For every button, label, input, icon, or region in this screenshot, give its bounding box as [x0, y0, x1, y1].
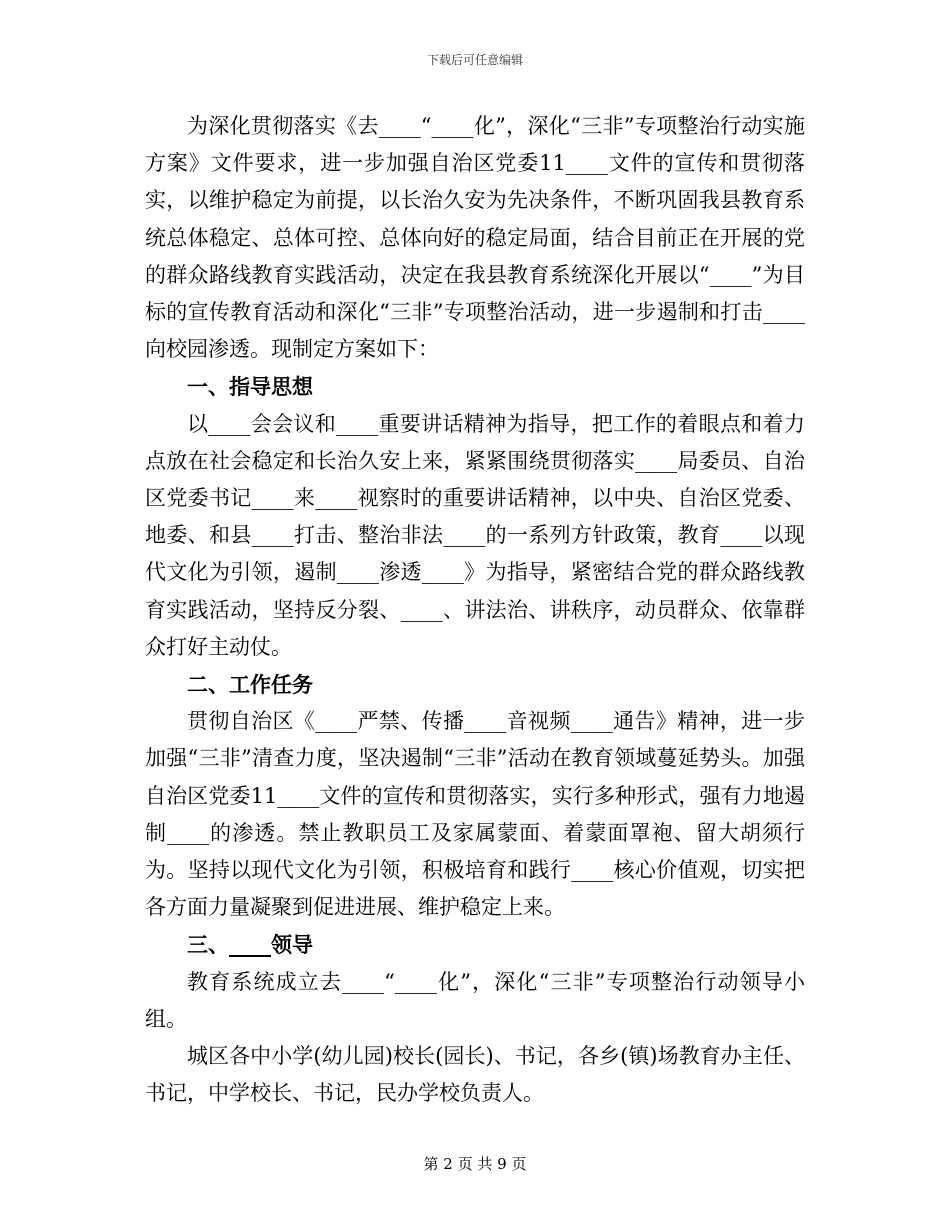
- work-tasks-paragraph: 贯彻自治区《____严禁、传播____音视频____通告》精神，进一步加强“三非”清查力度，坚决遏制“三非”活动在教育领域蔓延势头。加强自治区党委11____文件的宣传和贯彻落实，实行多种形式，强有力地遏制____的渗透。禁止教职员工及家属蒙面、着蒙面罩袍、留大胡须行为。坚持以现代文化为引领，积极培育和践行____核心价值观，切实把各方面力量凝聚到促进进展、维护稳定上来。: [145, 709, 805, 920]
- intro-paragraph: 为深化贯彻落实《去____“____化”，深化“三非”专项整治行动实施方案》文件要求，进一步加强自治区党委11____文件的宣传和贯彻落实，以维护稳定为前提，以长治久安为先决条件，不断巩固我县教育系统总体稳定、总体可控、总体向好的稳定局面，结合目前正在开展的党的群众路线教育实践活动，决定在我县教育系统深化开展以“____”为目标的宣传教育活动和深化“三非”专项整治活动，进一步遏制和打击____向校园渗透。现制定方案如下：: [145, 114, 805, 362]
- section-heading-guiding-ideology: 一、指导思想: [187, 374, 313, 400]
- leadership-members-paragraph: 城区各中小学(幼儿园)校长(园长)、书记，各乡(镇)场教育办主任、书记，中学校长、书记，民办学校负责人。: [145, 1044, 805, 1106]
- page-header: 下载后可任意编辑: [426, 53, 523, 67]
- guiding-ideology-paragraph: 以____会会议和____重要讲话精神为指导，把工作的着眼点和着力点放在社会稳定和长治久安上来，紧紧围绕贯彻落实____局委员、自治区党委书记____来____视察时的重要讲话精神，以中央、自治区党委、地委、和县____打击、整治非法____的一系列方针政策，教育____以现代文化为引领，遏制____渗透____》为指导，紧密结合党的群众路线教育实践活动，坚持反分裂、____、讲法治、讲秩序，动员群众、依靠群众打好主动仗。: [145, 411, 805, 659]
- section-heading-leadership: 三、____领导: [187, 932, 313, 958]
- leadership-paragraph: 教育系统成立去____“____化”，深化“三非”专项整治行动领导小组。: [145, 969, 805, 1031]
- section-heading-work-tasks: 二、工作任务: [187, 672, 313, 698]
- page-number-footer: 第 2 页 共 9 页: [423, 1155, 527, 1173]
- document-body: [145, 108, 805, 1112]
